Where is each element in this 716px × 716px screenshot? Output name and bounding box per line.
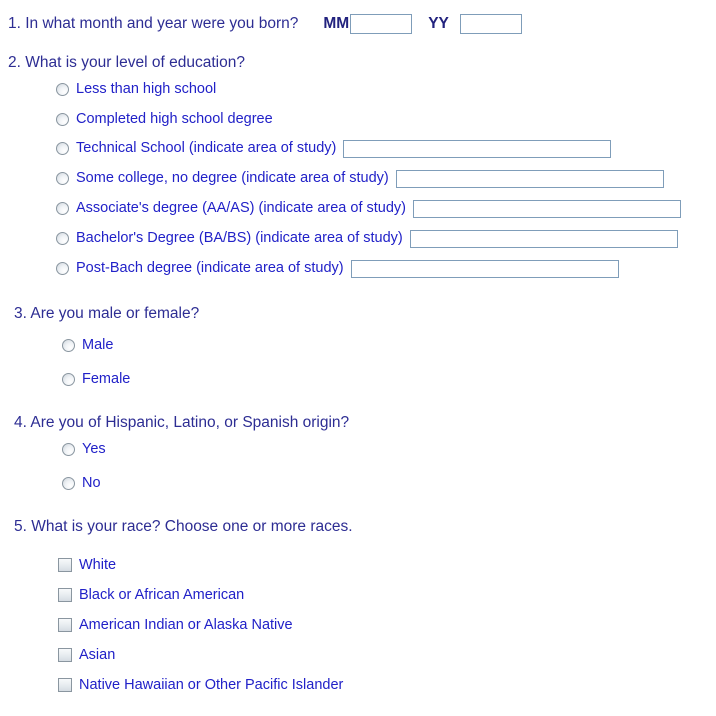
checkbox-black-or-african-american[interactable] [58, 588, 72, 602]
race-option-row [58, 646, 115, 664]
option-label: Bachelor's Degree (BA/BS) (indicate area of study) [76, 230, 403, 247]
hispanic-option-row [62, 474, 101, 492]
radio-male[interactable] [62, 339, 75, 352]
education-option-row [56, 169, 664, 188]
option-label: Asian [79, 646, 116, 663]
radio-female[interactable] [62, 373, 75, 386]
race-option-row [58, 616, 293, 634]
option-label: White [79, 556, 117, 573]
race-option-row [58, 586, 244, 604]
education-option-row [56, 110, 273, 128]
post-bach-study-input[interactable] [351, 260, 619, 278]
education-option-row [56, 259, 619, 278]
radio-less-than-high-school[interactable] [56, 83, 69, 96]
question-5-text: 5. What is your race? Choose one or more races. [14, 518, 353, 535]
option-label: Completed high school degree [76, 110, 273, 127]
year-label: YY [428, 15, 449, 33]
question-1-text: 1. In what month and year were you born? [8, 15, 299, 33]
option-label: Technical School (indicate area of study) [76, 140, 337, 157]
radio-post-bach-degree[interactable] [56, 262, 69, 275]
bachelors-degree-study-input[interactable] [410, 230, 678, 248]
option-label: Black or African American [79, 586, 245, 603]
option-label: No [82, 474, 101, 491]
question-3-text: 3. Are you male or female? [14, 305, 200, 322]
technical-school-study-input[interactable] [343, 140, 611, 158]
option-label: Associate's degree (AA/AS) (indicate area of study) [76, 200, 406, 217]
radio-associates-degree[interactable] [56, 202, 69, 215]
option-label: Female [82, 370, 131, 387]
race-option-row [58, 676, 343, 694]
education-option-row [56, 139, 611, 158]
checkbox-native-hawaiian-or-other-pacific-islander[interactable] [58, 678, 72, 692]
option-label: Some college, no degree (indicate area of study) [76, 170, 389, 187]
option-label: Less than high school [76, 80, 217, 97]
education-option-row [56, 229, 678, 248]
gender-option-row [62, 336, 113, 354]
radio-bachelors-degree[interactable] [56, 232, 69, 245]
race-option-row [58, 556, 116, 574]
option-label: American Indian or Alaska Native [79, 616, 293, 633]
gender-option-row [62, 370, 130, 388]
hispanic-option-row [62, 440, 106, 458]
radio-some-college[interactable] [56, 172, 69, 185]
education-option-row [56, 199, 681, 218]
option-label: Male [82, 336, 114, 353]
checkbox-asian[interactable] [58, 648, 72, 662]
radio-technical-school[interactable] [56, 142, 69, 155]
year-input[interactable] [460, 14, 522, 34]
some-college-study-input[interactable] [396, 170, 664, 188]
option-label: Yes [82, 440, 106, 457]
option-label: Native Hawaiian or Other Pacific Islander [79, 676, 344, 693]
radio-hispanic-no[interactable] [62, 477, 75, 490]
question-1-row [8, 13, 522, 35]
option-label: Post-Bach degree (indicate area of study) [76, 260, 344, 277]
question-4-text: 4. Are you of Hispanic, Latino, or Spanish origin? [14, 414, 350, 431]
radio-completed-high-school[interactable] [56, 113, 69, 126]
radio-hispanic-yes[interactable] [62, 443, 75, 456]
question-2-text: 2. What is your level of education? [8, 54, 245, 71]
checkbox-white[interactable] [58, 558, 72, 572]
associates-degree-study-input[interactable] [413, 200, 681, 218]
education-option-row [56, 80, 216, 98]
checkbox-american-indian-or-alaska-native[interactable] [58, 618, 72, 632]
month-label: MM [323, 15, 350, 33]
month-input[interactable] [350, 14, 412, 34]
